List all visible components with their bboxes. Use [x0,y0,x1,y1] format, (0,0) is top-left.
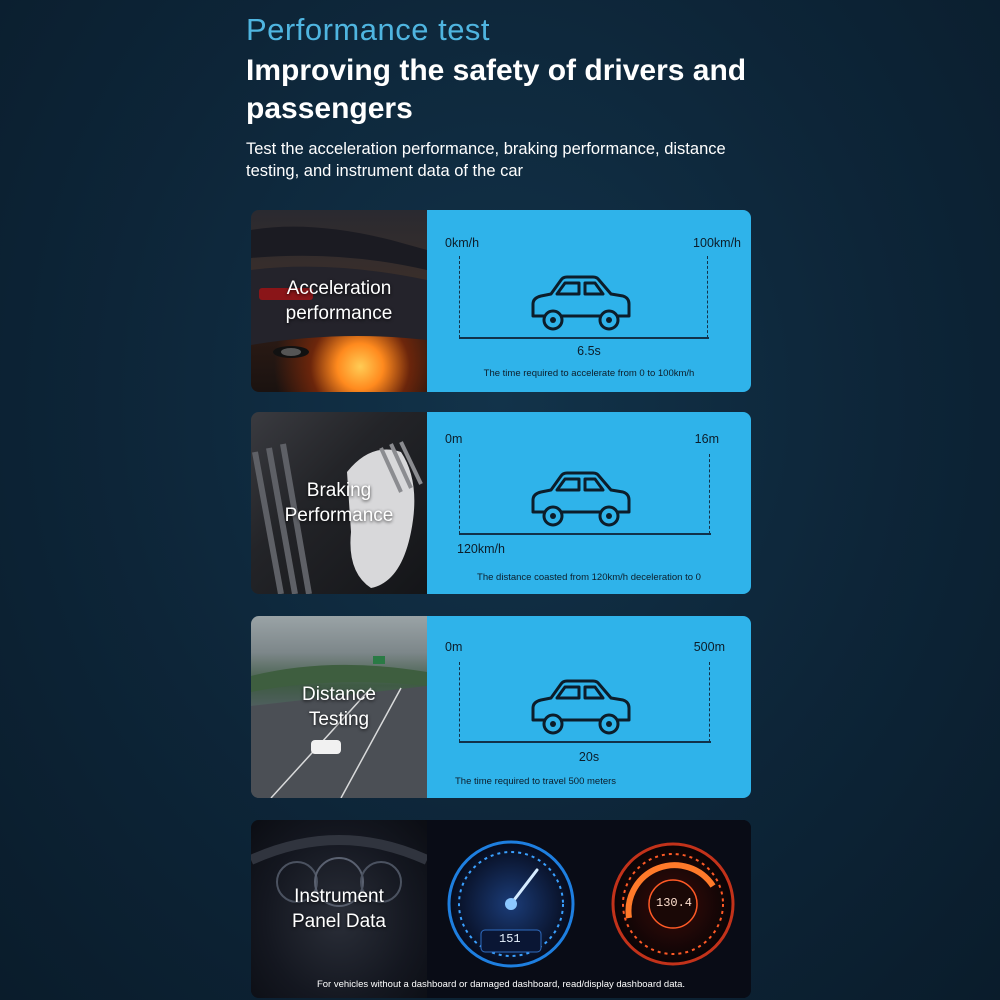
track-line [459,337,709,339]
distance-caption: The time required to travel 500 meters [455,776,617,787]
car-icon [527,678,635,738]
braking-caption: The distance coasted from 120km/h deceleration to 0 [477,572,701,583]
instrument-photo [251,820,427,998]
distance-label: Distance Testing [302,684,376,730]
gauge-blue-readout: 151 [499,932,521,946]
acceleration-panel [427,210,751,392]
instrument-caption: For vehicles without a dashboard or damaged dashboard, read/display dashboard data. [316,979,686,990]
car-icon [527,274,635,334]
acceleration-caption: The time required to accelerate from 0 to 100km/h [483,368,695,379]
end-marker [707,256,708,338]
end-marker [709,454,710,534]
braking-panel [427,412,751,594]
start-marker [459,662,460,742]
acceleration-end-label: 100km/h [693,236,741,250]
distance-value: 20s [578,750,600,764]
headline: Improving the safety of drivers and passengers [246,54,747,125]
distance-start-label: 0m [445,640,463,654]
braking-photo [251,412,427,594]
speedometer-icon [445,838,577,970]
distance-panel [427,616,751,798]
acceleration-photo [251,210,427,392]
acceleration-label: Acceleration performance [285,278,393,324]
kicker: Performance test [246,12,491,47]
track-line [459,741,711,743]
instrument-panel [427,820,751,998]
subtitle: Test the acceleration performance, braking performance, distance testing, and instrument data of the car [246,140,726,180]
braking-start-label: 0m [445,432,463,446]
acceleration-value: 6.5s [577,344,601,358]
car-icon [527,470,635,530]
card-braking [251,412,751,594]
track-line [459,533,711,535]
end-marker [709,662,710,742]
gauge-red-readout: 130.4 [656,896,693,910]
start-marker [459,454,460,534]
card-distance [251,616,751,798]
start-marker [459,256,460,338]
card-acceleration [251,210,751,392]
braking-value: 120km/h [457,542,505,556]
braking-end-label: 16m [694,432,719,446]
card-instrument [251,820,751,998]
distance-photo [251,616,427,798]
acceleration-start-label: 0km/h [445,236,480,250]
instrument-label: Instrument Panel Data [291,886,386,932]
braking-label: Braking Performance [284,480,394,526]
distance-end-label: 500m [693,640,725,654]
